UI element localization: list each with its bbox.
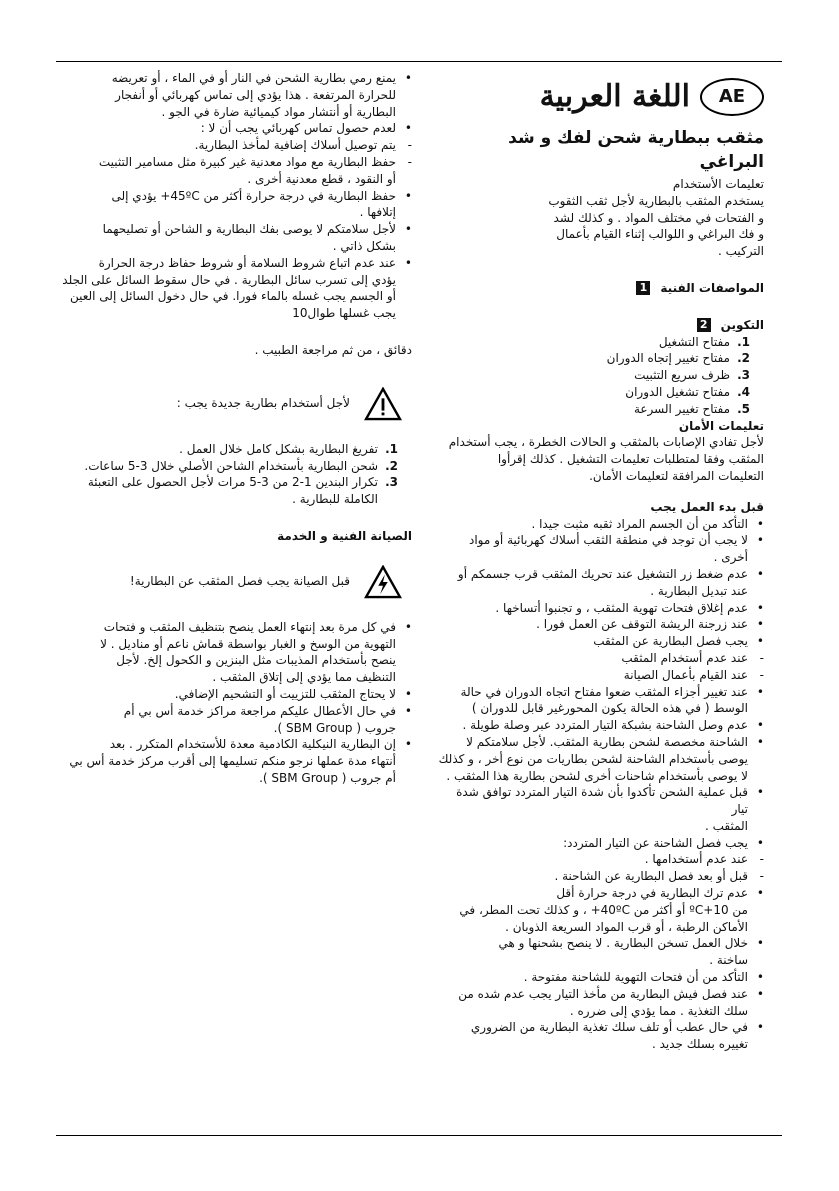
before-work-item-text: لا يوصى بأستخدام شاحنات أخرى لشحن بطارية هذا المثقب . [446,768,748,783]
before-work-item [438,616,764,633]
maintenance-item [56,652,412,669]
maintenance-list [56,619,412,787]
safety-text [438,434,764,484]
battery-safety-item [56,221,412,238]
before-work-item-text: الأماكن الرطبة ، أو قرب المواد السريعة الذوبان . [505,919,748,934]
bullet-marker: - [407,154,412,169]
maintenance-item [56,720,412,737]
bullet-marker: • [756,886,764,901]
intro-text [438,176,764,260]
bullet-marker: • [404,222,412,237]
before-work-item [438,919,764,936]
composition-heading: التكوين2 [438,317,764,334]
composition-item [438,334,750,351]
before-work-item [438,935,764,952]
before-work-item-text: لا يجب أن توجد في منطقة الثقب أسلاك كهربائية أو مواد [469,533,748,548]
before-work-item-text: عند عدم أستخدامها . [644,852,748,867]
before-work-item [438,549,764,566]
before-work-item-text: تغييره بسلك جديد . [651,1037,748,1052]
before-work-item-text: الوسط ( في هذه الحالة يكون المحورغير قابل للدوران ) [471,701,748,716]
before-work-item-text: عدم ترك البطارية في درجة حرارة أقل [556,886,748,901]
bullet-marker: • [756,986,764,1001]
before-work-item [438,969,764,986]
maintenance-item-text: التنظيف مما يؤدي إلى إتلاق المثقب . [212,670,396,685]
battery-safety-item-text: يمنع رمي بطارية الشحن في النار أو في الماء ، أو تعريضه [111,71,396,85]
battery-safety-item-text: بشكل ذاتي . [332,238,396,253]
battery-safety-item [56,272,412,289]
high-voltage-icon [364,565,402,599]
bullet-marker: • [756,1020,764,1035]
battery-safety-item-text: يتم توصيل أسلاك إضافية لمأخذ البطارية. [194,138,396,153]
top-rule [56,61,782,62]
item-number: 3. [385,475,398,490]
battery-safety-list [56,70,412,322]
before-work-item [438,986,764,1003]
before-work-item [438,734,764,751]
before-work-item [438,583,764,600]
composition-item-text: مفتاح تشغيل الدوران [625,384,730,399]
maintenance-item [56,669,412,686]
battery-safety-item [56,255,412,272]
before-work-item [438,1019,764,1036]
intro-line: و فك البراغي و اللوالب إثناء القيام بأعمال [556,227,764,242]
battery-safety-item-text: يجب غسلها طوال10 [292,306,396,321]
before-work-item [438,851,764,868]
battery-safety-item [56,104,412,121]
bullet-marker: • [404,686,412,701]
intro-line: تعليمات الأستخدام [672,177,764,191]
bullet-marker: - [759,852,764,867]
before-work-item [438,768,764,785]
before-work-item-text: أخرى . [713,550,748,565]
bullet-marker: • [404,737,412,752]
composition-item [438,401,750,418]
battery-safety-item-text: يؤدي إلى تسرب سائل البطارية . في حال سقوط السائل على الجلد [62,272,396,287]
before-work-item [438,784,764,818]
battery-safety-item-text: أو الجسم يجب غسله بالماء فورا. في حال دخول السائل إلى العين [69,289,396,304]
battery-safety-item-text: حفظ البطارية في درجة حرارة أكثر من 45ºC+ يؤدي إلى [111,188,396,203]
before-work-item-text: يجب فصل الشاحنة عن التيار المتردد: [563,835,748,850]
composition-item [438,384,750,401]
maintenance-item-text: ينصح بأستخدام المذيبات مثل البنزين و الكحول إلخ. لأجل [116,653,396,668]
battery-safety-item-text: للحرارة المرتفعة . هذا يؤدي إلى تماس كهربائي أو أنفجار [115,87,396,102]
maintenance-item-text: في حال الأعطال عليكم مراجعة مراكز خدمة أس بي أم [123,703,396,718]
bullet-marker: • [404,71,412,85]
maintenance-warning-text: قبل الصيانة يجب فصل المثقب عن البطارية! [129,574,350,589]
before-work-item-text: سلك التغذية . مما يؤدي إلى ضرره . [569,1003,748,1018]
product-title: مثقب ببطارية شحن لفك و شد البراغي [508,128,764,172]
intro-line: يستخدم المثقب بالبطارية لأجل ثقب الثقوب [548,193,764,208]
maintenance-item-text: أنتهاء مدة عملها نرجو منكم تسليمها إلى أقرب مركز خدمة أس بي [69,754,396,769]
maintenance-item [56,619,412,636]
battery-safety-item-text: أو النقود ، قطع معدنية أخرى . [247,171,396,186]
before-work-item [438,868,764,885]
maintenance-item [56,703,412,720]
battery-step-text: شحن البطارية بأستخدام الشاحن الأصلي خلال 3-5 ساعات. [84,458,378,473]
battery-safety-item-text: عند عدم اتباع شروط السلامة أو شروط حفاظ درجة الحرارة [98,255,396,270]
battery-safety-item [56,204,412,221]
new-battery-warning [56,387,402,421]
right-column [438,72,764,1053]
maintenance-heading: الصيانة الفنية و الخدمة [277,528,412,543]
maintenance-warning [56,565,402,599]
battery-steps-list [56,441,412,508]
before-work-item-text: عند فصل فيش البطارية من مأخذ التيار يجب عدم شده من [458,986,748,1001]
bullet-marker: • [756,566,764,581]
bullet-marker: - [759,869,764,884]
battery-safety-item-text: لعدم حصول تماس كهربائي يجب أن لا : [200,121,396,136]
battery-safety-item [56,87,412,104]
intro-line: و الفتحات في مختلف المواد . و كذلك لشد [553,210,764,225]
composition-item-text: مفتاح تغيير السرعة [633,401,730,416]
before-work-item-text: عند زرجنة الريشة التوقف عن العمل فورا . [536,617,748,632]
specs-figure-number: 1 [636,281,650,295]
language-badge: AE [700,78,764,116]
bullet-marker: • [404,255,412,270]
battery-safety-item-text: البطارية أو أنتشار مواد كيميائية ضارة في الجو . [161,104,396,119]
before-work-item [438,952,764,969]
before-work-item [438,633,764,650]
battery-step [56,491,398,508]
before-work-item-text: من 10+ºC أو أكثر من 40ºC+ ، و كذلك تحت المطر، في [459,902,748,917]
bullet-marker: • [756,600,764,615]
item-number: 1. [385,441,398,456]
before-work-item-text: خلال العمل تسخن البطارية . لا ينصح بشحنها و هي [498,936,748,951]
maintenance-item-text: جروب ( SBM Group ). [273,720,396,735]
battery-safety-item [56,120,412,137]
battery-step-text: الكاملة للبطارية . [292,492,378,507]
before-work-heading: قبل بدء العمل يجب [650,499,764,514]
maintenance-item-text: لا يحتاج المثقب للتزييت أو التشحيم الإضافي. [174,686,396,701]
bottom-rule [56,1135,782,1136]
bullet-marker: - [407,138,412,153]
maintenance-item-text: التهوية من الوسخ و الغبار بواسطة قماش ناعم أو مناديل . لا [100,636,396,651]
before-work-item-text: عدم وصل الشاحنة بشبكة التيار المتردد عبر وصلة طويلة . [462,718,748,733]
item-number: 2. [737,351,750,366]
before-work-item [438,532,764,549]
bullet-marker: - [759,650,764,665]
battery-safety-item [56,171,412,188]
bullet-marker: • [404,121,412,136]
bullet-marker: - [759,667,764,682]
new-battery-warning-text: لأجل أستخدام بطارية جديدة يجب : [176,396,350,411]
maintenance-item-text: إن البطارية النيكلية الكادمية معدة للأستخدام المتكرر . بعد [109,737,396,752]
battery-step-text: تفريغ البطارية بشكل كامل خلال العمل . [179,441,378,456]
before-work-item-text: التأكد من أن فتحات التهوية للشاحنة مفتوحة . [523,970,748,985]
battery-safety-item-text: لأجل سلامتكم لا يوصى بفك البطارية و الشاحن أو تصليحهما [102,222,396,237]
maintenance-item [56,736,412,753]
before-work-item-text: المثقب . [704,818,748,833]
maintenance-item-text: في كل مرة بعد إنتهاء العمل ينصح بتنظيف المثقب و فتحات [103,619,396,634]
battery-safety-item [56,238,412,255]
before-work-item [438,717,764,734]
composition-item [438,367,750,384]
before-work-item-text: عند القيام بأعمال الصيانة [623,667,748,682]
bullet-marker: • [404,188,412,203]
composition-item [438,350,750,367]
specs-heading: المواصفات الفنية1 [438,280,764,297]
battery-safety-item [56,305,412,322]
item-number: 3. [737,368,750,383]
maintenance-item-text: أم جروب ( SBM Group ). [259,770,396,785]
composition-item-text: ظرف سريع التثبيت [634,368,730,383]
before-work-item-text: يجب فصل البطارية عن المثقب [593,634,748,649]
before-work-item-text: يوصى بأستخدام الشاحنة لشحن بطاريات من نوع أخر ، و كذلك [438,751,748,766]
before-work-item-text: قبل عملية الشحن تأكدوا بأن شدة التيار المتردد توافق شدة تيار [456,785,748,817]
safety-line: المثقب وفقا لمتطلبات تعليمات التشغيل . كذلك إقرأوا [497,452,764,467]
battery-safety-item [56,70,412,87]
before-work-item-text: قبل أو بعد فصل البطارية عن الشاحنة . [554,869,748,884]
safety-line: التعليمات المرافقة لتعليمات الأمان. [589,468,764,483]
maintenance-item [56,753,412,770]
item-number: 1. [737,334,750,349]
composition-item-text: مفتاح تغيير إتجاه الدوران [606,351,730,366]
battery-safety-item [56,188,412,205]
composition-figure-number: 2 [697,318,711,332]
composition-list [438,334,764,418]
battery-step [56,458,398,475]
before-work-item-text: عند تبديل البطارية . [650,583,748,598]
before-work-item-text: عدم ضغط زر التشغيل عند تحريك المثقب قرب جسمكم أو [457,566,748,581]
bullet-marker: • [756,835,764,850]
before-work-item-text: عدم إغلاق فتحات تهوية المثقب ، و تجنبوا أتساخها . [495,600,748,615]
safety-heading: تعليمات الأمان [678,418,764,433]
bullet-marker: • [756,970,764,985]
before-work-item [438,516,764,533]
before-work-item [438,566,764,583]
bullet-marker: • [756,936,764,951]
before-work-item [438,650,764,667]
before-work-item [438,684,764,701]
before-work-item-text: عند عدم أستخدام المثقب [621,650,748,665]
bullet-marker: • [756,516,764,531]
before-work-item [438,1003,764,1020]
left-column [56,70,412,787]
before-work-item [438,818,764,835]
bullet-marker: • [756,684,764,699]
intro-line: التركيب . [718,244,764,259]
bullet-marker: • [756,785,764,800]
maintenance-item [56,686,412,703]
language-title: اللغة العربية [539,78,690,114]
battery-safety-item-text: إتلافها . [359,205,396,220]
battery-safety-item-text: حفظ البطارية مع مواد معدنية غير كبيرة مثل مسامير التثبيت [98,154,396,169]
battery-safety-item [56,137,412,154]
composition-item-text: مفتاح التشغيل [658,334,730,349]
before-work-item [438,1036,764,1053]
before-work-list [438,516,764,1054]
before-work-item [438,885,764,902]
before-work-item [438,751,764,768]
warning-icon [364,387,402,421]
battery-step-text: تكرار البندين 1-2 من 3-5 مرات لأجل الحصول على التعبئة [87,475,378,490]
bullet-marker: • [756,617,764,632]
item-number: 4. [737,384,750,399]
safety-line: لأجل تفادي الإصابات بالمثقب و الحالات الخطرة ، يجب أستخدام [448,435,764,450]
before-work-item-text: عند تغيير أجزاء المثقب ضعوا مفتاح اتجاه الدوران في حالة [460,684,748,699]
before-work-item [438,700,764,717]
before-work-item-text: الشاحنة مخصصة لشحن بطارية المثقب. لأجل سلامتكم لا [466,734,748,749]
before-work-item-text: في حال عطب أو تلف سلك تغذية البطارية من الضروري [470,1020,748,1035]
before-work-item [438,667,764,684]
before-work-item [438,902,764,919]
bullet-marker: • [756,634,764,649]
minutes-note: دقائق ، من ثم مراجعة الطبيب . [254,342,412,357]
item-number: 2. [385,458,398,473]
item-number: 5. [737,401,750,416]
language-header [438,72,764,122]
bullet-marker: • [756,734,764,749]
before-work-item-text: ساخنة . [709,953,748,968]
bullet-marker: • [404,619,412,634]
battery-safety-item [56,154,412,171]
before-work-item [438,835,764,852]
bullet-marker: • [404,703,412,718]
battery-step [56,474,398,491]
maintenance-item [56,636,412,653]
maintenance-item [56,770,412,787]
before-work-item-text: التأكد من أن الجسم المراد ثقبه مثبت جيدا . [531,516,748,531]
battery-safety-item [56,288,412,305]
before-work-item [438,600,764,617]
bullet-marker: • [756,533,764,548]
battery-step [56,441,398,458]
bullet-marker: • [756,718,764,733]
